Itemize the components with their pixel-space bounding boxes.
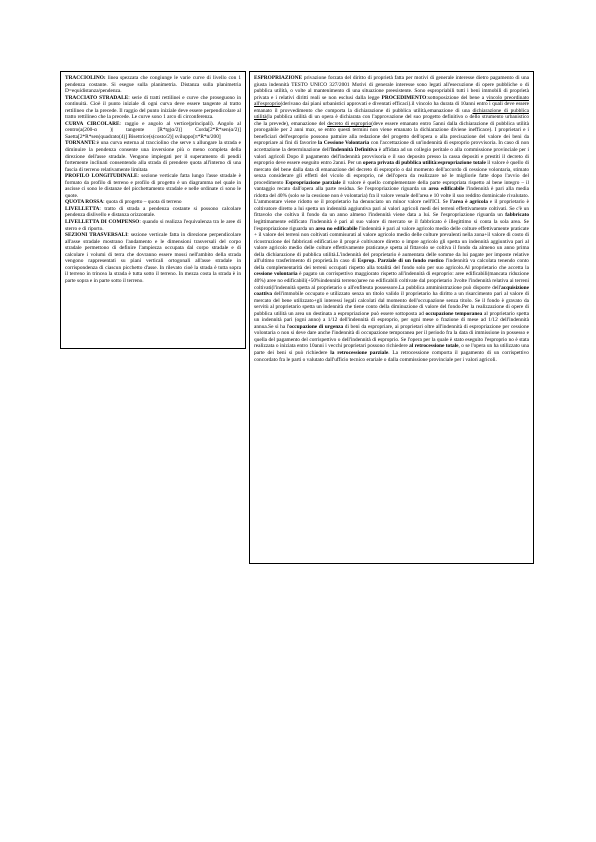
definition-text: , o se l'opera un ha utilizzato una parte dei beni si può richiedere [254, 343, 529, 356]
definition-text: l'indennità è pari al valore agricolo medio delle colture effettivamente praticate + il valore dei terreni non coltivati commisurati al valore agricolo medio delle colture prevalenti nella zona+il valore di costo di ricostruzione dei fabbricati edificati.se il propr.è coltivatore diretto o impre agricolo gli spetta un indennità aggiuntiva pari al valore agricolo medio delle colture effettivamente praticate,e spetta al fittavolo se coltiva il fondo da almeno un anno prima della dichiarazione di pubblica utilità.L'indennità del proprietario è aumentata delle somme da lui pagate per imposte relative all'ultimo trasferimento di proprietà.In caso di [254, 225, 529, 265]
term-label: cessione volontaria [254, 271, 298, 278]
term-label: Indennità Definitiva [330, 147, 378, 154]
underlined-phrase: vincolo preordinato all'esproprio [254, 94, 529, 108]
definition-text: : raggio e angolo al vertice(principali). Angolo al centro(a(200-α )| tangente [R*tg(α/2)] Corda[2*R*sen(α/2)] Saetta[2*R*sen(quadrato(4)] Bisettrice(s(costo/2)] sviluppo[π*R*α/200] [65, 120, 241, 140]
definition-text: il valore è quello di mercato del bene dalla data di emanazione del decreto di esproprio o dal momento dell'accordo di cessione volontaria, stimato senza considerare gli effetti del vicolo di esproprio, né dell'opera da realizzare né le migliorie fatte dopo l'avvio del procedimento [254, 160, 529, 186]
term-label: fabbricato [505, 212, 529, 219]
definition-text: di beni da espropriare, ai proprietari oltre all'indennità di espropriazione per cessione volontaria o non si deve dare anche l'indennità di occupazione temporanea per il periodo fra la data di immissione in possesso e quella del pagamento del corrispettivo o dell'indennità di esproprio. Se l'opera per la quale è stato eseguito l'esproprio no è stata realizzata o iniziata entro 10anni i vecchi proprietari possono richiedere [254, 323, 529, 350]
underlined-phrase: decreto di esproprio [327, 120, 372, 127]
definition-text: : sezione verticale fatta in direzione perpendicolare all'asse stradale mostrano l'andamento e le dimensioni trasversali del corpo stradale permettono di definire l'ampiezza occupata dal corpo stradale e di calcolare i volumi di terra che dovranno essere mossi nell'ambito della strada vengono rappresentati su piani verticali ortogonali all'asse stradale in corrispondenza di ciascun picchetto d'asse. In rilevato cioè la strada è tutta sopra il terreno in trincea la strada è tutta sotto il terreno. In mezza costa la strada è in parte sopra e in parte sotto il terreno. [65, 232, 241, 284]
term-label: area edificabile [428, 186, 465, 193]
left-column-box [60, 71, 246, 349]
definition-text: l'indennità va calcolata tenendo conto della complementarità dei terreni occupati rispetto alla totalità del fondo solo per suo agricolo.Al proprietario che accetta la [254, 258, 529, 271]
definition-text: al proprietario spetta un indennità pari (ogni anno) a 1/12 dell'indennità di esproprio, per ogni mese o frazione di mese ad 1/12 dell'indennità annua.Se si ha l' [254, 310, 529, 330]
definition-text: è pagato un corrispettivo maggiorato rispetto all'indennità di esproprio: aree edificabili(mancata riduzione 40%) aree no edificabili(+50%indennità terreno)aree no edificabili coltivate dal proprietario 3volte l'indennità relativa ai terreni coltivati(l'indennità spetta al proprietario o all'enfiteuta possessore.La pubblica amministrazione può disporre dell' [254, 271, 529, 291]
left-column-text [65, 75, 241, 285]
right-column-box [249, 71, 534, 564]
definition-text: (deve essere emanato entro 5anni dalla dichiarazione di pubblica utilità prorogabile per 2 anni max, se entro questi termini non viene emanato la dichiarazione diviene inefficace). I proprietari e i beneficiari dell'esproprio possono pattuire alla redazione del progetto dell'opera o alla precisazione del valore dei beni da espropriare ai fini di favorire [254, 120, 530, 147]
term-label: LIVELLETTA DI COMPENSO [65, 219, 140, 226]
definition-text: : serie di tratti rettilinei e curve che proseguono in continuità. Cioè il punto iniziale di ogni curva deve essere tangente al tratto rettilineo che la precede. Il raggio del punto iniziale deve essere perpendicolare al tratto rettilineo che la precede. Le curve sono 1 arco di circonferenza. [65, 94, 241, 121]
definition-text: il valore è quello complementare della parte espropriata rispetto al bene integro – il vantaggio recato dall'opera alla parte residua. Se l'espropriazione riguarda un [254, 179, 530, 193]
term-label: SEZIONI TRASVERSALI [65, 232, 128, 239]
term-label: occupazione temporanea [425, 310, 483, 317]
definition-text: (la pubblica utilità di un opera è dichiarata con l'approvazione del suo progetto definitivo o dello strumento urbanistico che la prevede), emanazione del [254, 114, 529, 127]
definition-text: : quando si realizza l'equivalenza tra le aree di sterro e di riporto. [65, 219, 241, 232]
definition-text: linea spezzata che congiunge le varie curve di livello con 1 pendenza costante. Si esegue sulla planimetria. Distanza sulla planimetria D=equidistanza/pendenza. [65, 75, 241, 95]
definition-text: (derivano dai piani urbanistici approvati e diventati efficaci).il vincolo ha durata di 10anni entro i quali deve essere emanato il provvedimento che comporta la dichiarazione di pubblica utilità,emanazione di una [254, 101, 529, 114]
term-label: QUOTA ROSSA [65, 199, 104, 206]
definition-text: l'indennità è pari alla media ridotta del 40% (solo se la cessione non è volontaria) fra il valore venale dell'area e 10 volte il suo reddito dominicale rivalutato. L'ammontare viene ridotto se il proprietario ha denunciato un minor valore nell'ICI. Se [254, 186, 529, 206]
term-label: TORNANTE [65, 140, 96, 147]
term-label: PROFILO LONGITUDINALE [65, 173, 138, 180]
term-label: Espropriazione parziale [285, 179, 341, 186]
term-label: occupazione di urgenza [289, 323, 344, 330]
term-label: Esprop. Parziale di un fondo rustico [357, 258, 444, 265]
term-label: l'area è agricola [450, 199, 488, 206]
definition-text: con l'accettazione di un'indennità di esproprio provvisoria. In caso di non accettazione la determinazione dell' [254, 140, 529, 154]
term-label: LIVELLETTA [65, 205, 100, 212]
definition-text: legittimamente edificato l'indennità è pari al suo valore di mercato se il fabbricato è illegittimo si conta la sola area. Se l'espropriazione riguarda un [254, 219, 529, 232]
definition-text: : sezione verticale fatta lungo l'asse stradale è formato da profilo di terreno e profilo di progetto è un diagramma nel quale in ascisse ci sono le distanze del picchettamento stradale e nelle ordinate ci sono le quote. [65, 173, 241, 199]
definition-text: è affidata ad un collegio peritale o alla commissione provinciale per i valori agricoli Dopo il pagamento dell'indennità provvisoria e il suo deposito presso la cassa depositi e prestiti il decreto di esproprio deve essere eseguito entro 2anni. Per un [254, 147, 529, 167]
term-label: area no edificabile [315, 225, 358, 232]
definition-text: dell'immobile occupato e utilizzato senza un titolo valido il proprietario ha diritto a un risarcimento pari al valore di mercato del bene utilizzato+gli interessi legali calcolati dal momento dell'occupazione senza titolo. Se il fondo è gravato da servitù al proprietario spetta un indennità che tiene conto della diminuzione di valore del fondo.Per la realizzazione di opere di pubblica utilità un area un destinata a espropriazione può essere sottoposta ad [254, 291, 529, 317]
definition-text: : quota di progetto – quota di terreno [103, 199, 182, 206]
definition-text: :è una curva esterna al tracciolino che serve x allungare la strada e diminuire la pendenza consente una inversione più o meno completa della direzione dell'asse stradale. Vengono impiegati per il superamento di pendii fortemente inclinati consentendo alla strada di prendere quota all'interno di una fascia di terreno relativamente limitata [65, 140, 241, 173]
term-label: PROCEDIMENTO [381, 94, 427, 101]
definition-text: . La retrocessione comporta il pagamento di un corrispettivo concordato fra le parti o valutato dall'ufficio tecnico erariale o dalla commissione provinciale per i valori agricoli. [254, 349, 529, 363]
term-label: TRACCIOLINO: [65, 75, 106, 81]
term-label: CURVA CIRCOLARE [65, 120, 120, 127]
term-label: ESPROPRIAZIONE [254, 75, 303, 81]
right-column-text [254, 75, 529, 363]
definition-text: privazione forzata del diritto di proprietà fatta per motivi di generale interesse dietro pagamento di una giusta indennità TESTO UNICO 327/2001 Motivi di generale interesse sono legati all'esecuzione di opere pubbliche o di pubblica utilità, o volte al mantenimento di una situazione preesistente. Sono espropriabili tutti i beni immobili di proprietà privata e i relativi diritti reali se non esclusi dalla legge [254, 75, 529, 101]
term-label: TRACCIATO STRADALE [65, 94, 129, 101]
term-label: la retrocessione parziale [330, 349, 389, 356]
term-label: al retrocessione totale [409, 343, 459, 350]
term-label: la Cessione Volontaria [318, 140, 370, 147]
definition-text: :sottoposizione del bene a [426, 94, 487, 101]
term-label: opera privata di pubblica utilità:espropriazione totale [362, 160, 486, 167]
underlined-phrase: dichiarazione di pubblica utilità [254, 107, 530, 121]
definition-text: e il proprietario è coltivatore diretto a lui spetta un indennità aggiuntiva pari ai valori agricoli medi dei terreni effettivamente coltivati. Se c'è un fittavolo che coltiva il fondo da un anno almeno l'indennità viene data a lui. Se l'espropriazione riguarda un [254, 199, 530, 219]
term-label: acquisizione coattiva [254, 284, 529, 298]
definition-text: : tratto di strada a pendenza costante si possono calcolare pendenza dislivello e distanza orizzontale. [65, 205, 241, 219]
